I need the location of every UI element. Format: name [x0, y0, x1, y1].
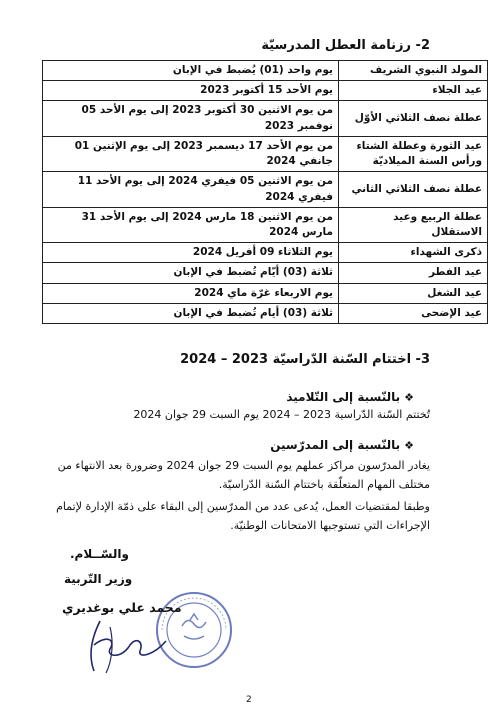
holiday-row [43, 101, 488, 136]
handwritten-signature-icon [70, 615, 220, 675]
holiday-row [43, 303, 488, 323]
pupils-paragraph: تُختتم السّنة الدّراسية 2023 – 2024 يوم السبت 29 جوان 2024 [133, 408, 430, 421]
holiday-name-cell: عيد الفطر [339, 263, 488, 283]
holiday-name-cell: عطلة نصف الثلاثي الثاني [339, 172, 488, 207]
holiday-row [43, 263, 488, 283]
diamond-bullet-icon: ❖ [404, 439, 414, 452]
holiday-date-cell: ثلاثة (03) أيّام تُضبط في الإبان [43, 263, 339, 283]
pupils-heading [286, 390, 414, 404]
holiday-row [43, 243, 488, 263]
holiday-name-cell: عطلة نصف الثلاثي الأوّل [339, 101, 488, 136]
holiday-date-cell: من يوم الأحد 17 ديسمبر 2023 إلى يوم الإثنين 01 جانفي 2024 [43, 136, 339, 171]
holidays-table [42, 60, 488, 324]
teachers-paragraph: يغادر المدرّسون مراكز عملهم يوم السبت 29 جوان 2024 وضرورة بعد الانتهاء من مختلف المهام المتعلّقة باختتام السّنة الدّراسيّة. [57, 459, 430, 491]
holiday-date-cell: من يوم الاثنين 30 أكتوبر 2023 إلى يوم الأحد 05 نوفمبر 2023 [43, 101, 339, 136]
holiday-name-cell: عيد الثورة وعطلة الشتاء ورأس السنة الميلاديّة [339, 136, 488, 171]
holiday-name-cell: ذكرى الشهداء [339, 243, 488, 263]
section-3-heading: 3- اختتام السّنة الدّراسيّة 2023 – 2024 [180, 352, 430, 367]
holiday-name-cell: عيد الجلاء [339, 81, 488, 101]
section-2-heading: 2- رزنامة العطل المدرسيّة [261, 38, 430, 53]
salutation: والسّــلام. [70, 547, 129, 561]
work-needs-paragraph: وطبقا لمقتضيات العمل، يُدعى عدد من المدرّسين إلى البقاء على ذمّة الإدارة لإتمام الإجراءات التي تستوجبها الامتحانات الوطنيّة. [56, 500, 430, 532]
holiday-row [43, 81, 488, 101]
holiday-name-cell: عيد الإضحى [339, 303, 488, 323]
holiday-row [43, 172, 488, 207]
holiday-date-cell: يوم الاربعاء غرّة ماي 2024 [43, 283, 339, 303]
teachers-heading [270, 438, 414, 452]
holiday-row [43, 136, 488, 171]
holiday-name-cell: عيد الشغل [339, 283, 488, 303]
page-number: 2 [246, 695, 252, 705]
minister-title: وزير التّربية [64, 572, 133, 586]
holiday-date-cell: يوم الأحد 15 أكتوبر 2023 [43, 81, 339, 101]
holiday-date-cell: من يوم الاثنين 05 فيفري 2024 إلى يوم الأحد 11 فيفري 2024 [43, 172, 339, 207]
minister-name: محمد علي بوغديري [62, 600, 182, 615]
holiday-row [43, 61, 488, 81]
holiday-row [43, 283, 488, 303]
diamond-bullet-icon: ❖ [404, 391, 414, 404]
holiday-date-cell: يوم الثلاثاء 09 أفريل 2024 [43, 243, 339, 263]
holiday-date-cell: يوم واحد (01) يُضبط في الإبان [43, 61, 339, 81]
holiday-date-cell: ثلاثة (03) أيام تُضبط في الإبان [43, 303, 339, 323]
holiday-date-cell: من يوم الاثنين 18 مارس 2024 إلى يوم الأحد 31 مارس 2024 [43, 207, 339, 242]
holiday-name-cell: المولد النبوي الشريف [339, 61, 488, 81]
holiday-name-cell: عطلة الربيع وعيد الاستقلال [339, 207, 488, 242]
pupils-heading-text: بالنّسبة إلى التّلاميذ [286, 390, 401, 404]
holiday-row [43, 207, 488, 242]
teachers-heading-text: بالنّسبة إلى المدرّسين [270, 438, 401, 452]
